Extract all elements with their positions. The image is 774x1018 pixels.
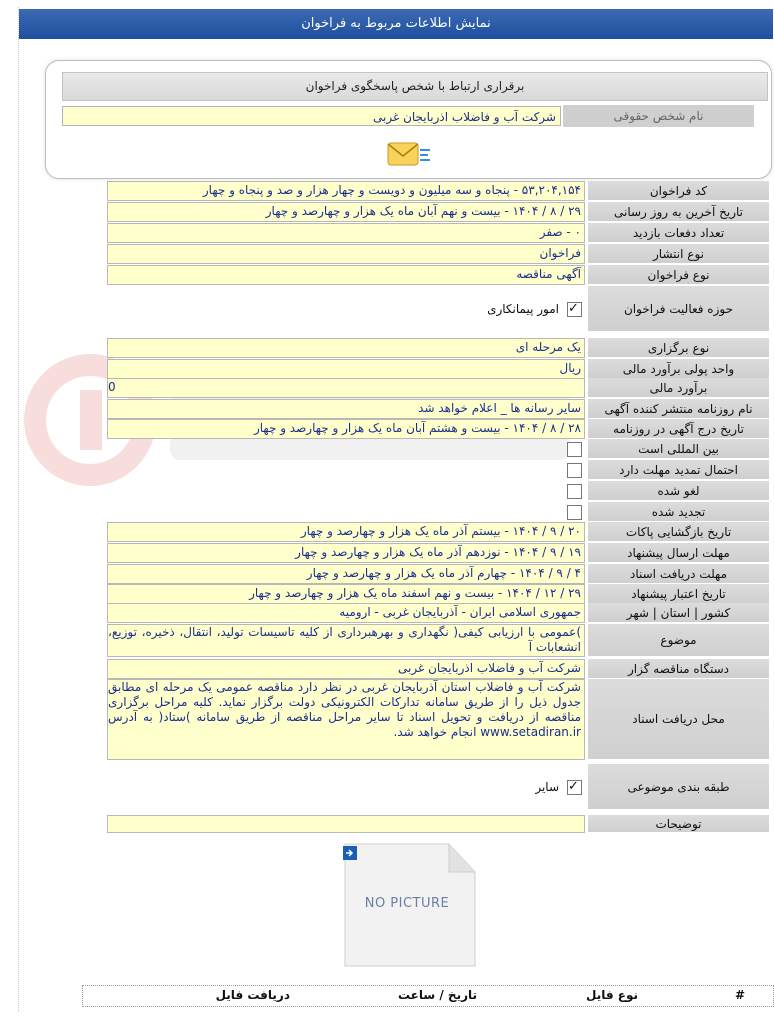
row-category: [107, 764, 769, 810]
currency-unit-value: ریال: [107, 359, 585, 379]
renewed-value: [107, 502, 585, 522]
code-value: ۵۳,۲۰۴,۱۵۴ - پنجاه و سه میلیون و دویست و چهار هزار و صد و پنجاه و چهار: [107, 181, 585, 201]
location-label: کشور | استان | شهر: [588, 603, 769, 623]
holding-type-value: یک مرحله ای: [107, 338, 585, 358]
renewed-label: تجدید شده: [588, 502, 769, 522]
call-type-label: نوع فراخوان: [588, 265, 769, 285]
opening-date-label: تاریخ بازگشایی پاکات: [588, 522, 769, 542]
category-text: سایر: [535, 779, 559, 794]
visits-label: تعداد دفعات بازدید: [588, 223, 769, 243]
row-holding-type: [107, 338, 769, 358]
row-visits: [107, 223, 769, 243]
row-notes: [107, 815, 769, 833]
estimate-label: برآورد مالی: [588, 378, 769, 398]
activity-scope-text: امور پیمانکاری: [487, 301, 559, 316]
category-value: [107, 764, 585, 810]
row-call-type: [107, 265, 769, 285]
row-last-update: [107, 202, 769, 222]
location-value: جمهوری اسلامی ایران - آذربایجان غربی - ارومیه: [107, 603, 585, 623]
international-checkbox[interactable]: [567, 442, 582, 457]
doc-place-label: محل دریافت اسناد: [588, 679, 769, 760]
notes-value: [107, 815, 585, 833]
row-organizer: [107, 659, 769, 679]
row-activity-scope: [107, 286, 769, 332]
holding-type-label: نوع برگزاری: [588, 338, 769, 358]
row-cancelled: [107, 481, 769, 501]
last-update-label: تاریخ آخرین به روز رسانی: [588, 202, 769, 222]
doc-deadline-value: ۴ / ۹ / ۱۴۰۴ - چهارم آذر ماه یک هزار و چهارصد و چهار: [107, 564, 585, 584]
envelope-icon[interactable]: [386, 140, 432, 170]
page-title: نمایش اطلاعات مربوط به فراخوان: [19, 9, 773, 39]
col-date-time: تاریخ / ساعت: [397, 988, 477, 1002]
subject-label: موضوع: [588, 624, 769, 657]
newspaper-date-label: تاریخ درج آگهی در روزنامه: [588, 419, 769, 439]
no-picture-text: NO PICTURE: [364, 896, 450, 911]
row-validity-date: [107, 584, 769, 604]
row-subject: [107, 624, 769, 657]
visits-value: ۰ - صفر: [107, 223, 585, 243]
row-location: [107, 603, 769, 623]
activity-scope-label: حوزه فعالیت فراخوان: [588, 286, 769, 332]
currency-unit-label: واحد پولی برآورد مالی: [588, 359, 769, 379]
doc-deadline-label: مهلت دریافت اسناد: [588, 564, 769, 584]
row-submit-deadline: [107, 543, 769, 563]
international-label: بین المللی است: [588, 439, 769, 459]
submit-deadline-value: ۱۹ / ۹ / ۱۴۰۴ - نوزدهم آذر ماه یک هزار و چهارصد و چهار: [107, 543, 585, 563]
no-picture-placeholder: [337, 842, 477, 968]
category-label: طبقه بندی موضوعی: [588, 764, 769, 810]
files-table-header: [82, 985, 774, 1007]
submit-deadline-label: مهلت ارسال پیشنهاد: [588, 543, 769, 563]
col-num: #: [734, 988, 745, 1002]
row-renewed: [107, 502, 769, 522]
row-estimate: [107, 378, 769, 398]
legal-person-value: شرکت آب و فاضلاب اذربایجان غربی: [62, 106, 561, 126]
extension-value: [107, 460, 585, 480]
organizer-label: دستگاه مناقصه گزار: [588, 659, 769, 679]
international-value: [107, 439, 585, 459]
row-newspaper: [107, 399, 769, 419]
row-doc-place: [107, 679, 769, 760]
call-type-value: آگهی مناقصه: [107, 265, 585, 285]
extension-label: احتمال تمدید مهلت دارد: [588, 460, 769, 480]
category-checkbox[interactable]: [567, 780, 582, 795]
organizer-value: شرکت آب و فاضلاب اذربایجان غربی: [107, 659, 585, 679]
extension-checkbox[interactable]: [567, 463, 582, 478]
estimate-value: 0: [107, 378, 585, 398]
doc-place-value: شرکت آب و فاضلاب استان آذربایجان غربی در نظر دارد مناقصه عمومی یک مرحله ای مطابق جدول ذیل را از طریق سامانه تدارکات الکترونیکی دولت برگزار نماید. کلیه مراحل برگزاری مناقصه از دریافت و تحویل اسناد تا سایر مراحل مناقصه از طریق سامانه )ستاد( به آدرس www.setadiran.ir انجام خواهد شد.: [107, 679, 585, 760]
row-international: [107, 439, 769, 459]
row-extension: [107, 460, 769, 480]
row-opening-date: [107, 522, 769, 542]
last-update-value: ۲۹ / ۸ / ۱۴۰۴ - بیست و نهم آبان ماه یک هزار و چهارصد و چهار: [107, 202, 585, 222]
opening-date-value: ۲۰ / ۹ / ۱۴۰۴ - بیستم آذر ماه یک هزار و چهارصد و چهار: [107, 522, 585, 542]
col-download: دریافت فایل: [215, 988, 290, 1002]
activity-scope-value: [107, 286, 585, 332]
row-publish-type: [107, 244, 769, 264]
subject-value: )عمومی با ارزیابی کیفی( نگهداری و بهرهبرداری از کلیه تاسیسات تولید، انتقال، ذخیره، توزیع، انشعابات آ: [107, 624, 585, 657]
validity-date-label: تاریخ اعتبار پیشنهاد: [588, 584, 769, 604]
newspaper-label: نام روزنامه منتشر کننده آگهی: [588, 399, 769, 419]
renewed-checkbox[interactable]: [567, 505, 582, 520]
cancelled-label: لغو شده: [588, 481, 769, 501]
row-newspaper-date: [107, 419, 769, 439]
newspaper-value: سایر رسانه ها _ اعلام خواهد شد: [107, 399, 585, 419]
col-file-type: نوع فایل: [586, 988, 638, 1002]
cancelled-value: [107, 481, 585, 501]
code-label: کد فراخوان: [588, 181, 769, 201]
legal-person-label: نام شخص حقوقی: [563, 105, 754, 127]
row-code: [107, 181, 769, 201]
publish-type-value: فراخوان: [107, 244, 585, 264]
contact-heading: برقراری ارتباط با شخص پاسخگوی فراخوان: [62, 72, 768, 101]
validity-date-value: ۲۹ / ۱۲ / ۱۴۰۴ - بیست و نهم اسفند ماه یک هزار و چهارصد و چهار: [107, 584, 585, 604]
newspaper-date-value: ۲۸ / ۸ / ۱۴۰۴ - بیست و هشتم آبان ماه یک هزار و چهارصد و چهار: [107, 419, 585, 439]
activity-scope-checkbox[interactable]: [567, 302, 582, 317]
notes-label: توضیحات: [588, 815, 769, 833]
row-doc-deadline: [107, 564, 769, 584]
publish-type-label: نوع انتشار: [588, 244, 769, 264]
row-currency-unit: [107, 359, 769, 379]
cancelled-checkbox[interactable]: [567, 484, 582, 499]
